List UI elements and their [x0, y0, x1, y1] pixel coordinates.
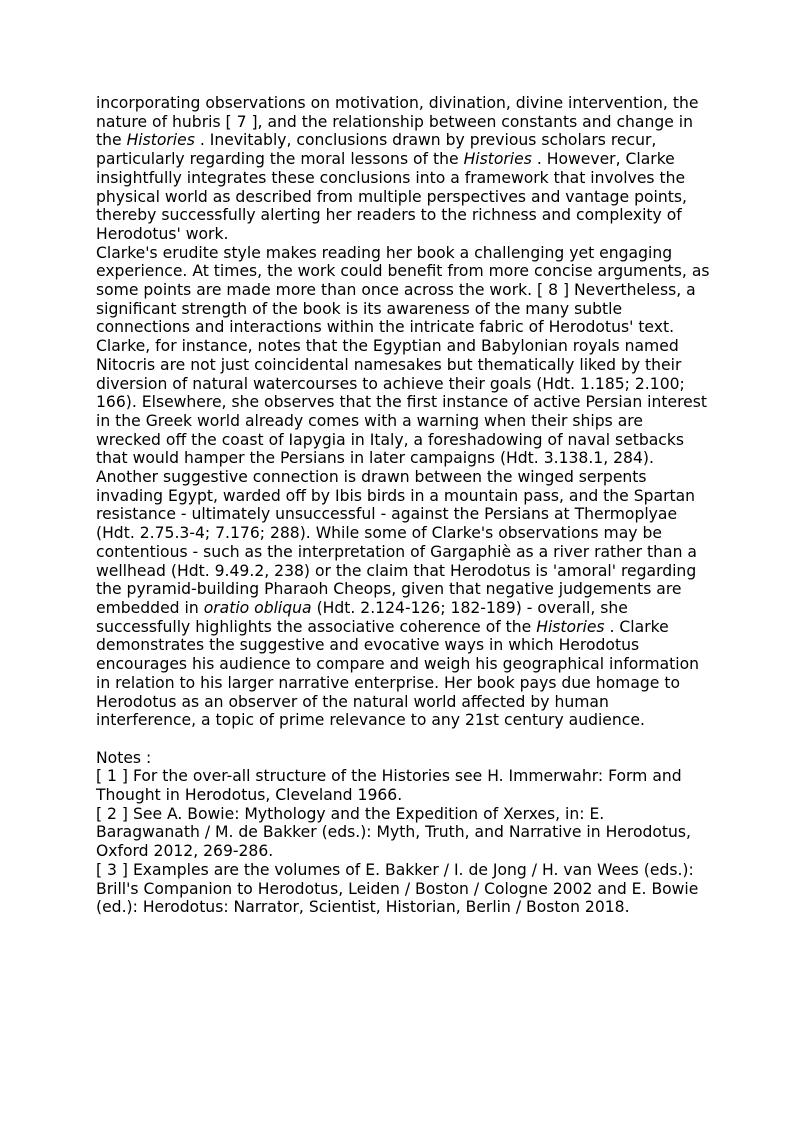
document-page [96, 94, 711, 917]
paragraph-1-italic-histories-1: Histories [126, 131, 195, 150]
paragraph-2-italic-histories: Histories [536, 617, 605, 636]
paragraph-2-text-3: . Clarke demonstrates the suggestive and evocative ways in which Herodotus encourages his audience to compare and weigh his geographical information in relation to his larger narrative enterprise. Her book pays due homage to Herodotus as an observer of the natural world affected by human interference, a topic of prime relevance to any 21st century audience. [96, 617, 700, 730]
paragraph-spacer [96, 730, 711, 749]
note-item: [ 3 ] Examples are the volumes of E. Bakker / I. de Jong / H. van Wees (eds.): Brill's Companion to Herodotus, Leiden / Boston / Cologne 2002 and E. Bowie (ed.): Herodotus: Narrator, Scientist, Historian, Berlin / Boston 2018. [96, 860, 699, 917]
paragraph-2-italic-oratio-obliqua: oratio obliqua [203, 598, 312, 617]
paragraph-1-text-2: . Inevitably, conclusions drawn by previous scholars recur, particularly regarding the moral lessons of the [96, 131, 657, 169]
paragraph-1-text-1: incorporating observations on motivation, divination, divine intervention, the nature of hubris [ 7 ], and the relationship between constants and change in the [96, 94, 699, 150]
review-paragraph-1 [96, 94, 711, 244]
review-paragraph-2 [96, 244, 711, 730]
paragraph-1-text-3: . However, Clarke insightfully integrates these conclusions into a framework that involves the physical world as described from multiple perspectives and vantage points, thereby successfully alerting her readers to the richness and complexity of Herodotus' work. [96, 150, 687, 243]
notes-heading: Notes : [96, 748, 152, 767]
note-item: [ 1 ] For the over-all structure of the Histories see H. Immerwahr: Form and Thought in Herodotus, Cleveland 1966. [96, 767, 682, 804]
paragraph-1-italic-histories-2: Histories [463, 150, 532, 169]
note-item: [ 2 ] See A. Bowie: Mythology and the Expedition of Xerxes, in: E. Baragwanath / M. de Bakker (eds.): Myth, Truth, and Narrative in Herodotus, Oxford 2012, 269-286. [96, 804, 692, 861]
paragraph-2-text-2: (Hdt. 2.124-126; 182-189) - overall, she successfully highlights the associative coherence of the [96, 598, 628, 636]
paragraph-2-text-1: Clarke's erudite style makes reading her book a challenging yet engaging experience. At times, the work could benefit from more concise arguments, as some points are made more than once across the work. [ 8 ] Nevertheless, a significant strength of the book is its awareness of the many subtle connections and interactions within the intricate fabric of Herodotus' text. Clarke, for instance, notes that the Egyptian and Babylonian royals named Nitocris are not just coincidental namesakes but thematically liked by their diversion of natural watercourses to achieve their goals (Hdt. 1.185; 2.100; 166). Elsewhere, she observes that the first instance of active Persian interest in the Greek world already comes with a warning when their ships are wrecked off the coast of Iapygia in Italy, a foreshadowing of naval setbacks that would hamper the Persians in later campaigns (Hdt. 3.138.1, 284). Another suggestive connection is drawn between the winged serpents invading Egypt, warded off by Ibis birds in a mountain pass, and the Spartan resistance - ultimately unsuccessful - against the Persians at Thermoplyae (Hdt. 2.75.3-4; 7.176; 288). While some of Clarke's observations may be contentious - such as the interpretation of Gargaphiè as a river rather than a wellhead (Hdt. 9.49.2, 238) or the claim that Herodotus is 'amoral' regarding the pyramid-building Pharaoh Cheops, given that negative judgements are embedded in [96, 243, 710, 617]
